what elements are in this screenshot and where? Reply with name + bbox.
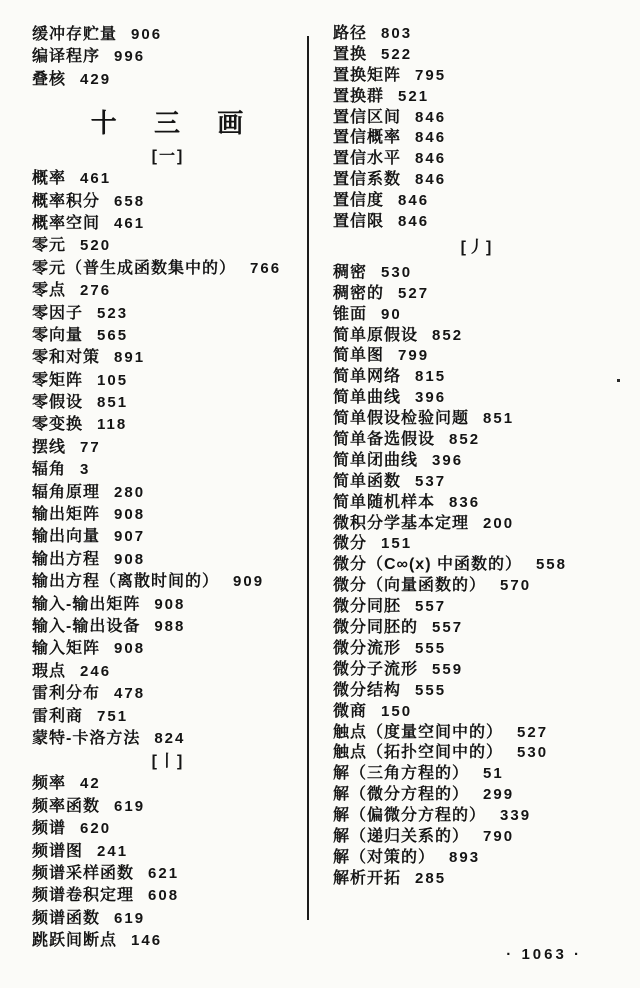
index-entry — [333, 170, 621, 191]
entry-page-number: 570 — [500, 577, 532, 595]
entry-page-number: 908 — [114, 550, 146, 568]
entry-term: 频谱图 — [32, 842, 84, 860]
entry-term: 频率函数 — [32, 797, 101, 815]
entry-page-number: 530 — [381, 263, 413, 281]
entry-page-number: 851 — [483, 410, 515, 428]
index-entry — [333, 848, 621, 869]
index-entry — [333, 869, 621, 890]
stroke-subsection-heading: [丿] — [460, 238, 494, 256]
entry-term: 解（偏微分方程的） — [333, 807, 487, 825]
index-entry — [32, 325, 304, 347]
entry-term: 置信概率 — [333, 129, 402, 147]
index-entry — [32, 616, 304, 638]
entry-term: 解析开拓 — [333, 869, 402, 887]
entry-page-number: 280 — [114, 483, 146, 501]
entry-page-number: 90 — [381, 305, 402, 323]
index-entry — [333, 367, 621, 388]
entry-term: 概率 — [32, 170, 67, 188]
index-entry — [32, 885, 304, 907]
entry-page-number: 559 — [432, 660, 464, 678]
entry-page-number: 299 — [483, 786, 515, 804]
index-entry — [32, 392, 304, 414]
entry-term: 解（对策的） — [333, 848, 436, 866]
entry-page-number: 846 — [415, 108, 447, 126]
entry-page-number: 619 — [114, 797, 146, 815]
entry-page-number: 846 — [398, 192, 430, 210]
entry-page-number: 522 — [381, 45, 413, 63]
entry-term: 输出向量 — [32, 528, 101, 546]
entry-term: 简单图 — [333, 347, 385, 365]
entry-term: 路径 — [333, 25, 368, 42]
entry-page-number: 77 — [80, 438, 101, 456]
entry-page-number: 908 — [154, 595, 186, 613]
index-entry — [32, 908, 304, 930]
entry-page-number: 557 — [415, 598, 447, 616]
entry-page-number: 799 — [398, 347, 430, 365]
entry-term: 零变换 — [32, 416, 84, 434]
entry-page-number: 339 — [500, 807, 532, 825]
entry-term: 输出方程（离散时间的） — [32, 573, 220, 591]
entry-term: 频谱函数 — [32, 909, 101, 927]
entry-term: 输入矩阵 — [32, 640, 101, 658]
entry-page-number: 852 — [432, 326, 464, 344]
entry-term: 微分（向量函数的） — [333, 577, 487, 595]
index-entry — [32, 235, 304, 257]
entry-term: 触点（拓扑空间中的） — [333, 744, 504, 762]
entry-page-number: 658 — [114, 192, 146, 210]
index-entry — [32, 459, 304, 481]
entry-page-number: 893 — [449, 848, 481, 866]
index-entry — [333, 493, 621, 514]
entry-page-number: 105 — [97, 371, 129, 389]
entry-page-number: 790 — [483, 827, 515, 845]
entry-page-number: 907 — [114, 528, 146, 546]
index-entry — [333, 87, 621, 108]
entry-term: 简单原假设 — [333, 326, 419, 344]
entry-page-number: 846 — [415, 129, 447, 147]
entry-page-number: 836 — [449, 493, 481, 511]
index-entry — [32, 796, 304, 818]
entry-term: 雷利分布 — [32, 685, 101, 703]
index-entry — [333, 66, 621, 87]
index-entry — [32, 594, 304, 616]
entry-term: 置换 — [333, 45, 368, 63]
index-entry — [32, 213, 304, 235]
index-entry — [333, 827, 621, 848]
entry-term: 微积分学基本定理 — [333, 514, 470, 532]
entry-page-number: 908 — [114, 506, 146, 524]
entry-term: 置信水平 — [333, 150, 402, 168]
entry-page-number: 461 — [80, 170, 112, 188]
entry-term: 微商 — [333, 702, 368, 720]
entry-term: 辐角 — [32, 461, 67, 479]
entry-term: 锥面 — [333, 305, 368, 323]
entry-term: 雷利商 — [32, 707, 84, 725]
entry-term: 输入-输出设备 — [32, 617, 141, 635]
entry-page-number: 909 — [233, 573, 265, 591]
entry-term: 微分同胚的 — [333, 619, 419, 637]
entry-term: 置信系数 — [333, 171, 402, 189]
entry-term: 跳跃间断点 — [32, 932, 118, 950]
index-entry — [333, 723, 621, 744]
index-entry — [333, 45, 621, 66]
entry-page-number: 555 — [415, 681, 447, 699]
entry-page-number: 988 — [154, 617, 186, 635]
entry-term: 简单随机样本 — [333, 493, 436, 511]
index-entry — [32, 526, 304, 548]
entry-page-number: 558 — [535, 556, 567, 574]
index-entry — [32, 437, 304, 459]
entry-term: 编译程序 — [32, 48, 101, 66]
entry-page-number: 118 — [97, 416, 128, 434]
entry-term: 简单假设检验问题 — [333, 410, 470, 428]
index-entry — [32, 258, 304, 280]
stroke-subsection-heading: [丨] — [151, 753, 185, 771]
index-entry — [32, 773, 304, 795]
entry-term: 频谱采样函数 — [32, 864, 135, 882]
entry-term: 零元（普生成函数集中的） — [32, 259, 237, 277]
entry-page-number: 150 — [381, 702, 413, 720]
entry-page-number: 530 — [517, 744, 549, 762]
index-entry — [333, 472, 621, 493]
entry-page-number: 51 — [483, 765, 504, 783]
index-entry — [333, 597, 621, 618]
index-entry — [333, 128, 621, 149]
entry-page-number: 42 — [80, 775, 101, 793]
entry-term: 解（递归关系的） — [333, 827, 470, 845]
index-entry — [32, 841, 304, 863]
entry-term: 频谱卷积定理 — [32, 887, 135, 905]
index-entry — [32, 930, 304, 952]
index-entry — [333, 263, 621, 284]
entry-page-number: 246 — [80, 662, 112, 680]
entry-term: 简单备选假设 — [333, 431, 436, 449]
index-entry — [32, 24, 304, 46]
entry-page-number: 851 — [97, 394, 129, 412]
entry-page-number: 619 — [114, 909, 146, 927]
entry-term: 微分同胚 — [333, 598, 402, 616]
entry-page-number: 891 — [114, 349, 146, 367]
entry-term: 零假设 — [32, 394, 84, 412]
entry-term: 辐角原理 — [32, 483, 101, 501]
index-entry — [333, 409, 621, 430]
index-entry — [333, 534, 621, 555]
entry-term: 微分流形 — [333, 639, 402, 657]
entry-term: 零元 — [32, 237, 67, 255]
index-entry — [333, 108, 621, 129]
column-divider-rule — [307, 36, 309, 920]
index-entry — [32, 661, 304, 683]
index-entry — [333, 785, 621, 806]
index-entry — [333, 284, 621, 305]
entry-term: 解（微分方程的） — [333, 786, 470, 804]
entry-page-number: 751 — [97, 707, 129, 725]
entry-page-number: 565 — [97, 326, 129, 344]
index-entry — [333, 514, 621, 535]
index-entry — [333, 430, 621, 451]
entry-term: 简单曲线 — [333, 389, 402, 407]
index-entry — [333, 149, 621, 170]
index-entry — [333, 451, 621, 472]
index-entry — [333, 618, 621, 639]
entry-term: 零矩阵 — [32, 371, 84, 389]
entry-term: 简单函数 — [333, 472, 402, 490]
entry-page-number: 906 — [131, 26, 163, 43]
entry-page-number: 429 — [80, 70, 112, 88]
index-entry — [333, 639, 621, 660]
entry-term: 摆线 — [32, 438, 67, 456]
index-entry — [32, 683, 304, 705]
index-entry — [32, 347, 304, 369]
entry-term: 零点 — [32, 282, 67, 300]
index-column-right — [333, 24, 621, 890]
index-entry — [32, 303, 304, 325]
index-entry — [333, 681, 621, 702]
entry-term: 蒙特-卡洛方法 — [32, 729, 141, 747]
entry-term: 瑕点 — [32, 662, 67, 680]
stroke-subsection-heading: [一] — [151, 148, 185, 166]
index-entry — [333, 555, 621, 576]
section-heading: 十 三 画 — [90, 108, 246, 139]
entry-term: 置信限 — [333, 213, 385, 231]
entry-page-number: 621 — [148, 864, 180, 882]
index-entry — [32, 549, 304, 571]
scan-speck — [617, 379, 620, 382]
entry-term: 零因子 — [32, 304, 84, 322]
entry-term: 置信区间 — [333, 108, 402, 126]
entry-page-number: 241 — [97, 842, 129, 860]
entry-term: 置换矩阵 — [333, 66, 402, 84]
entry-term: 输出矩阵 — [32, 506, 101, 524]
index-entry — [32, 818, 304, 840]
entry-term: 零和对策 — [32, 349, 101, 367]
entry-page-number: 285 — [415, 869, 447, 887]
entry-page-number: 396 — [432, 451, 464, 469]
entry-term: 置换群 — [333, 87, 385, 105]
index-entry — [333, 576, 621, 597]
index-entry — [32, 414, 304, 436]
index-entry — [32, 571, 304, 593]
entry-term: 零向量 — [32, 326, 84, 344]
index-entry — [32, 280, 304, 302]
entry-page-number: 537 — [415, 472, 447, 490]
entry-page-number: 846 — [415, 150, 447, 168]
entry-page-number: 555 — [415, 639, 447, 657]
entry-term: 稠密 — [333, 263, 368, 281]
entry-term: 简单闭曲线 — [333, 451, 419, 469]
entry-term: 微分 — [333, 535, 368, 553]
index-entry — [32, 706, 304, 728]
index-entry — [333, 743, 621, 764]
index-entry — [32, 370, 304, 392]
entry-page-number: 557 — [432, 619, 464, 637]
entry-term: 简单网络 — [333, 368, 402, 386]
index-column-left — [32, 24, 304, 952]
entry-term: 触点（度量空间中的） — [333, 723, 504, 741]
entry-page-number: 815 — [415, 368, 447, 386]
entry-page-number: 478 — [114, 685, 146, 703]
entry-page-number: 151 — [381, 535, 413, 553]
index-entry — [32, 482, 304, 504]
index-entry — [333, 305, 621, 326]
entry-term: 解（三角方程的） — [333, 765, 470, 783]
entry-term: 概率空间 — [32, 214, 101, 232]
entry-page-number: 608 — [148, 887, 180, 905]
entry-term: 缓冲存贮量 — [32, 26, 118, 43]
index-entry — [333, 212, 621, 233]
entry-page-number: 200 — [483, 514, 515, 532]
index-entry — [333, 388, 621, 409]
index-entry — [333, 326, 621, 347]
index-entry — [333, 191, 621, 212]
index-entry — [333, 24, 621, 45]
entry-term: 微分结构 — [333, 681, 402, 699]
entry-term: 输入-输出矩阵 — [32, 595, 141, 613]
entry-term: 稠密的 — [333, 284, 385, 302]
entry-term: 微分子流形 — [333, 660, 419, 678]
index-entry — [333, 806, 621, 827]
entry-page-number: 146 — [131, 932, 163, 950]
entry-term: 置信度 — [333, 192, 385, 210]
index-entry — [32, 168, 304, 190]
entry-page-number: 908 — [114, 640, 146, 658]
entry-term: 频谱 — [32, 820, 67, 838]
page-number: · 1063 · — [506, 946, 582, 963]
index-entry — [32, 638, 304, 660]
entry-page-number: 795 — [415, 66, 447, 84]
index-entry — [32, 504, 304, 526]
entry-page-number: 461 — [114, 214, 146, 232]
entry-page-number: 527 — [398, 284, 430, 302]
entry-page-number: 846 — [398, 213, 430, 231]
entry-term: 微分（C∞(x) 中函数的） — [333, 556, 522, 574]
entry-page-number: 852 — [449, 431, 481, 449]
entry-page-number: 996 — [114, 48, 146, 66]
entry-page-number: 520 — [80, 237, 112, 255]
entry-page-number: 620 — [80, 820, 112, 838]
entry-page-number: 527 — [517, 723, 549, 741]
entry-term: 叠核 — [32, 70, 67, 88]
entry-term: 频率 — [32, 775, 67, 793]
index-entry — [32, 863, 304, 885]
index-entry — [333, 702, 621, 723]
entry-term: 输出方程 — [32, 550, 101, 568]
entry-page-number: 803 — [381, 25, 413, 42]
index-entry — [32, 191, 304, 213]
entry-page-number: 3 — [80, 461, 91, 479]
index-entry — [333, 764, 621, 785]
entry-page-number: 521 — [398, 87, 430, 105]
entry-term: 概率积分 — [32, 192, 101, 210]
index-entry — [333, 346, 621, 367]
entry-page-number: 396 — [415, 389, 447, 407]
entry-page-number: 276 — [80, 282, 112, 300]
entry-page-number: 824 — [154, 729, 186, 747]
index-entry — [333, 660, 621, 681]
index-entry — [32, 69, 304, 91]
entry-page-number: 523 — [97, 304, 129, 322]
entry-page-number: 846 — [415, 171, 447, 189]
index-entry — [32, 46, 304, 68]
entry-page-number: 766 — [250, 259, 282, 277]
index-entry — [32, 728, 304, 750]
